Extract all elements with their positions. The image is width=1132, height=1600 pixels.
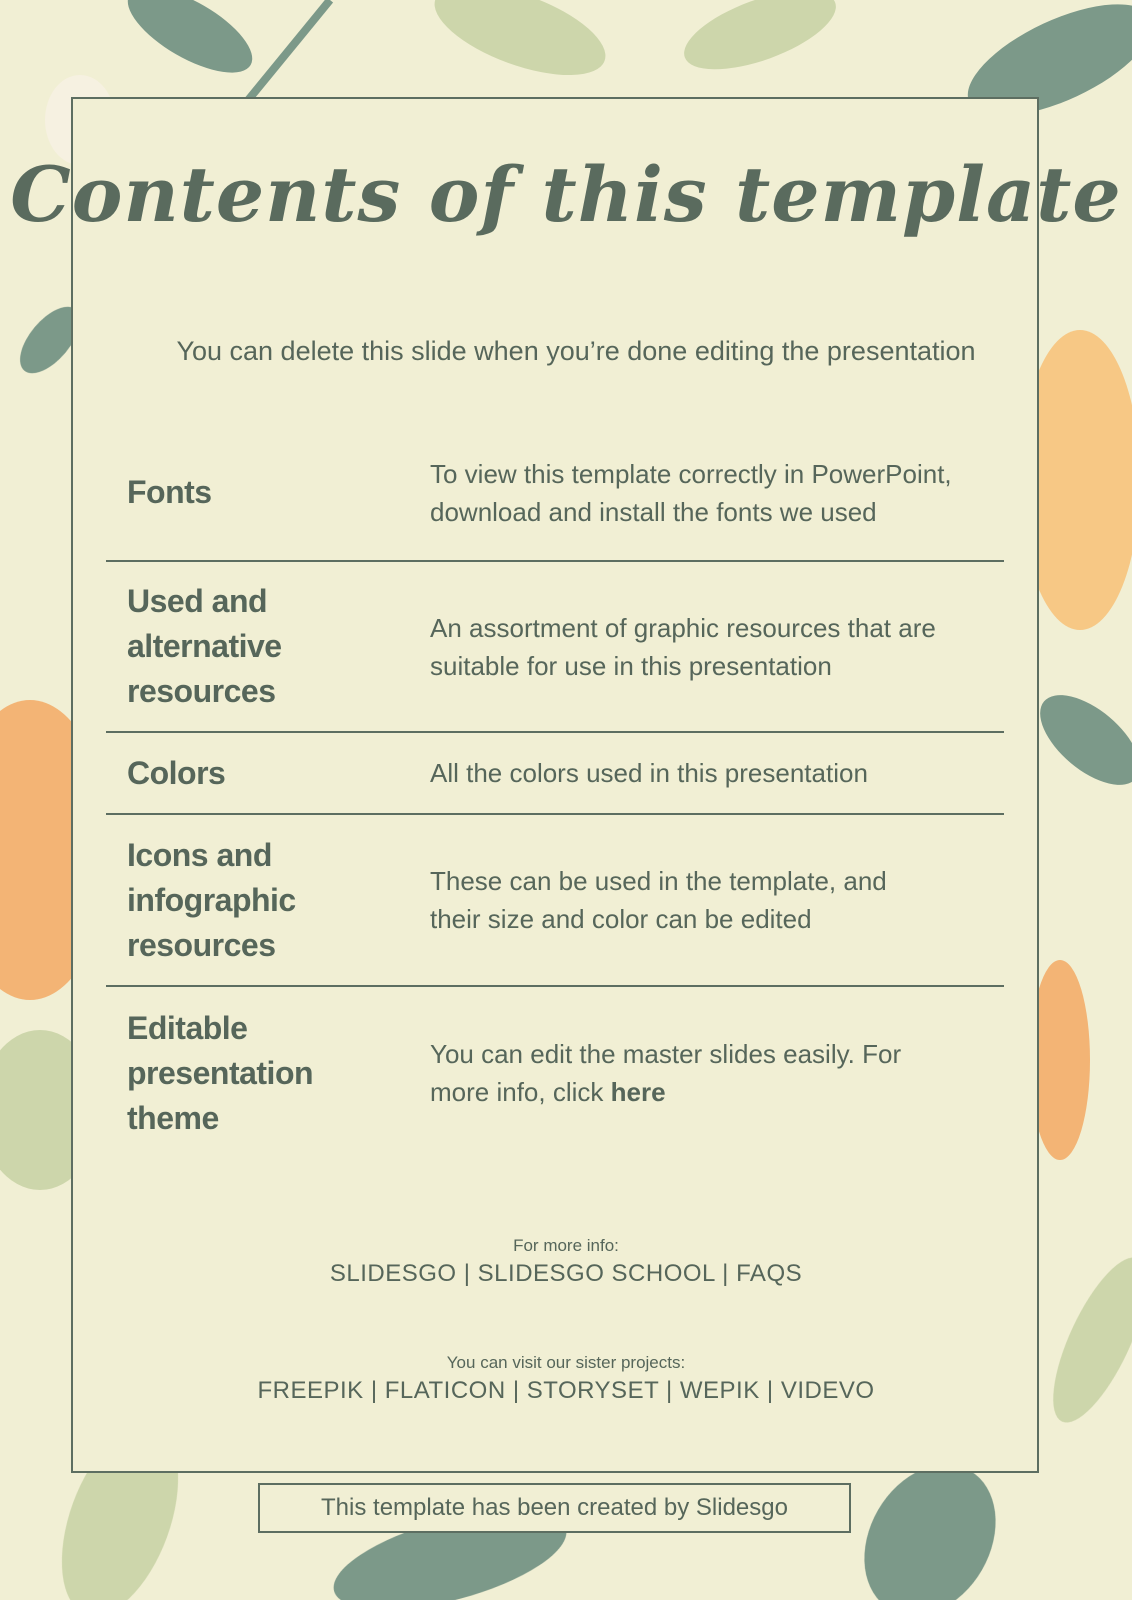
link-videvo[interactable]: VIDEVO: [780, 1377, 875, 1404]
row-description: These can be used in the template, and their size and color can be edited: [430, 866, 887, 934]
row-description: To view this template correctly in PowerPoint, download and install the fonts we used: [430, 458, 952, 527]
more-info-links: SLIDESGO | SLIDESGO SCHOOL | FAQS: [329, 1260, 803, 1287]
table-row: [106, 987, 1004, 1159]
contents-table: [106, 425, 1004, 1159]
link-wepik[interactable]: WEPIK: [679, 1377, 760, 1404]
row-description: [430, 1035, 1004, 1111]
sister-projects-label: You can visit our sister projects:: [446, 1353, 686, 1372]
link-slidesgo-school[interactable]: SLIDESGO SCHOOL: [477, 1260, 716, 1287]
row-description: An assortment of graphic resources that are suitable for use in this presentation: [430, 612, 936, 681]
link-slidesgo[interactable]: SLIDESGO: [329, 1260, 457, 1287]
row-description: All the colors used in this presentation: [430, 758, 868, 788]
table-row: [106, 733, 1004, 815]
row-label: Colors: [127, 754, 226, 791]
link-freepik[interactable]: FREEPIK: [257, 1377, 364, 1404]
row-label: Icons and infographic resources: [127, 836, 296, 963]
more-info-label: For more info:: [513, 1236, 619, 1255]
credit-box: This template has been created by Slidesgo: [258, 1483, 851, 1533]
table-row: [106, 425, 1004, 562]
here-link[interactable]: here: [610, 1077, 666, 1107]
page-title: Contents of this template: [10, 150, 1122, 239]
row-label: Fonts: [127, 474, 212, 510]
table-row: [106, 562, 1004, 733]
row-description-text: You can edit the master slides easily. For more info, click: [430, 1039, 902, 1107]
link-faqs[interactable]: FAQS: [736, 1260, 803, 1287]
row-label: Used and alternative resources: [127, 583, 282, 709]
sister-links: FREEPIK | FLATICON | STORYSET | WEPIK | VIDEVO: [257, 1377, 875, 1404]
subtitle: You can delete this slide when you’re done editing the presentation: [176, 336, 976, 366]
link-storyset[interactable]: STORYSET: [526, 1377, 659, 1404]
link-flaticon[interactable]: FLATICON: [384, 1377, 506, 1404]
row-label: Editable presentation theme: [127, 1009, 314, 1136]
table-row: [106, 815, 1004, 987]
